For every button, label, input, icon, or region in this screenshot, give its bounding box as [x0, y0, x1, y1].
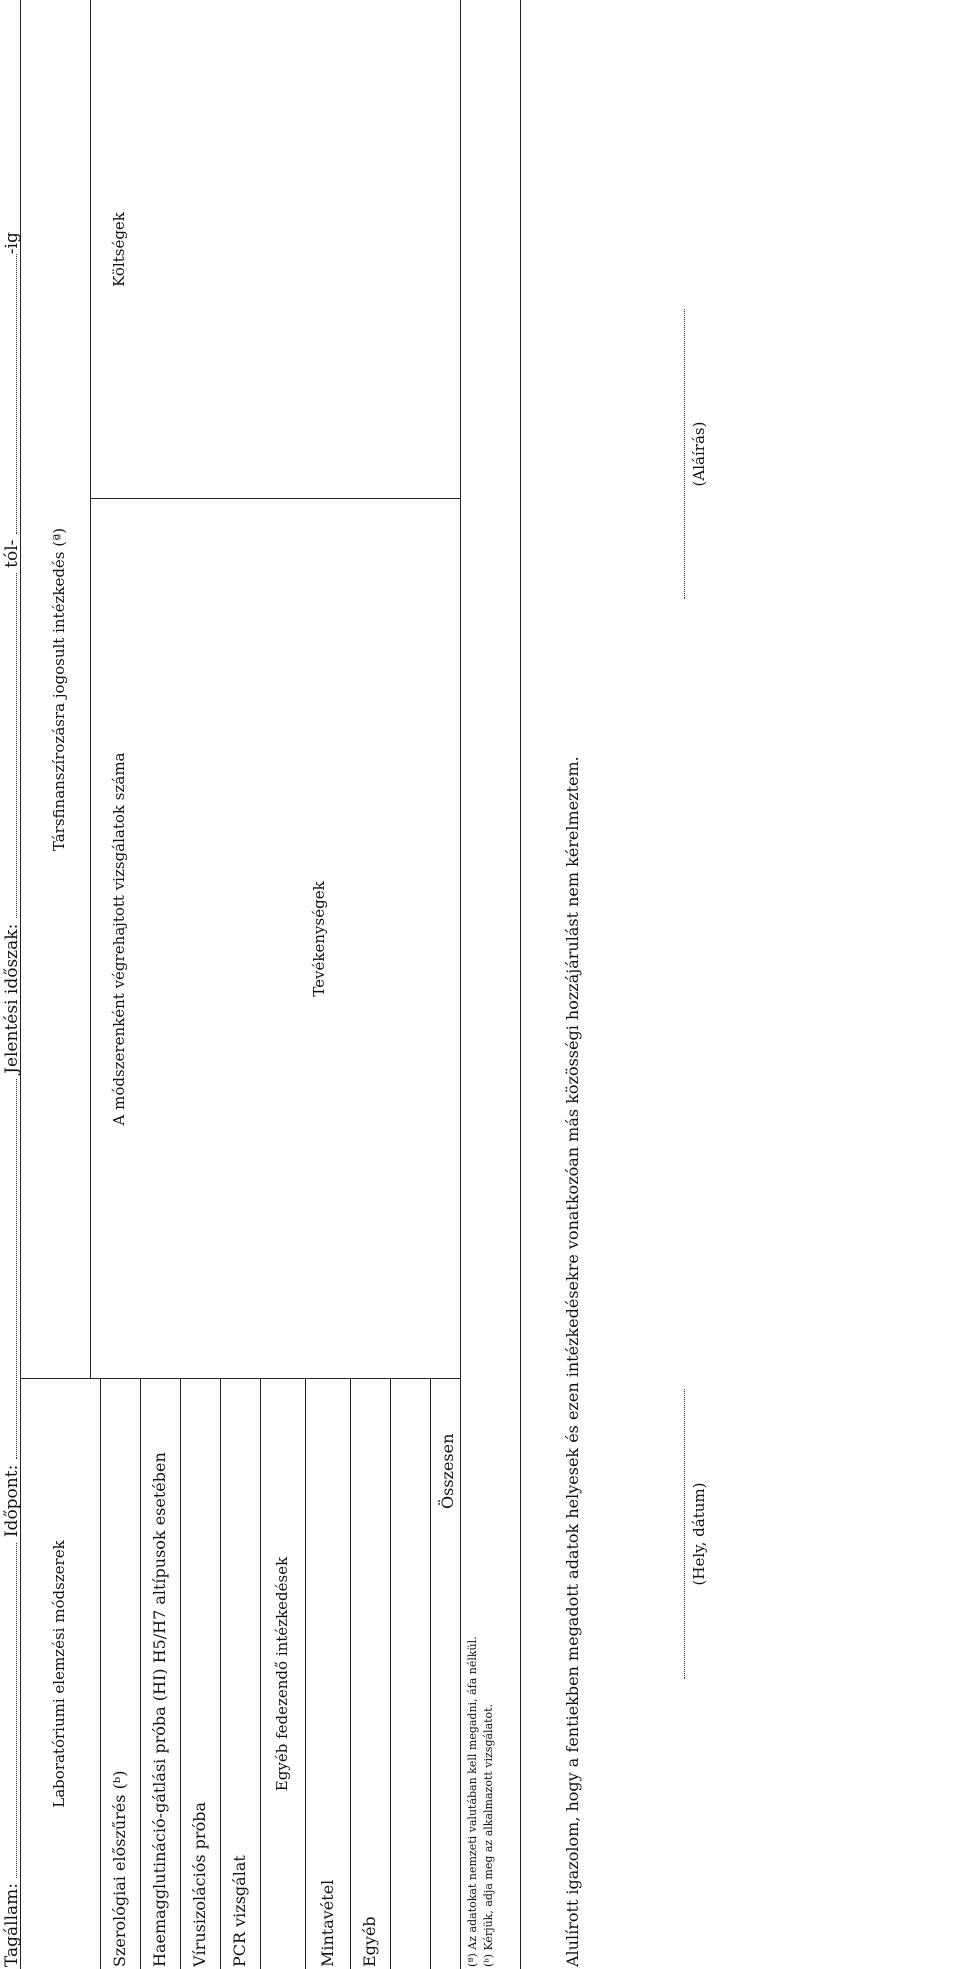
period-from-field[interactable]: [4, 573, 17, 918]
eligible-measure-header: Társfinanszírozásra jogosult intézkedés (ª): [50, 527, 68, 852]
row-rule: [140, 1379, 141, 1969]
row-rule: [260, 1379, 261, 1969]
row-rule: [390, 1379, 391, 1969]
count-column-header: A módszerenként végrehajtott vizsgálatok száma: [110, 752, 128, 1126]
method-row-hi-test: Haemagglutináció-gátlási próba (HI) H5/H7 altípusok esetében: [150, 1452, 169, 1967]
table-bottom-rule: [460, 0, 461, 1969]
method-row-virus-isolation: Vírusizolációs próba: [190, 1802, 209, 1967]
super-header-rule: [90, 0, 91, 1379]
row-other: Egyéb: [360, 1916, 379, 1967]
footnote-b: (ᵇ) Kérjük, adja meg az alkalmazott vizsgálatot.: [482, 1703, 495, 1967]
row-rule: [430, 1379, 431, 1969]
signature-line[interactable]: [684, 309, 685, 599]
reporting-period-label: Jelentési időszak:: [2, 923, 22, 1074]
total-label: Összesen: [438, 1433, 457, 1509]
table-top-rule: [20, 0, 21, 1969]
count-col-rule: [90, 498, 460, 499]
footnote-a: (ª) Az adatokat nemzeti valutában kell megadni, áfa nélkül.: [466, 1636, 479, 1967]
row-rule: [350, 1379, 351, 1969]
signature-label: (Aláírás): [690, 421, 708, 487]
place-date-label: (Hely, dátum): [690, 1482, 708, 1586]
row-sampling: Mintavétel: [318, 1879, 337, 1967]
footnote-rule: [520, 0, 521, 1969]
row-rule: [305, 1379, 306, 1969]
method-row-serology: Szerológiai előszűrés (ᵇ): [110, 1770, 129, 1967]
member-state-field[interactable]: [4, 1543, 17, 1878]
activities-header: Tevékenységek: [310, 881, 328, 997]
date-field[interactable]: [4, 1079, 17, 1459]
place-date-line[interactable]: [684, 1389, 685, 1679]
cost-column-header: Költségek: [110, 212, 128, 287]
from-label: tól-: [2, 539, 22, 568]
row-rule: [220, 1379, 221, 1969]
method-col-rule: [20, 1378, 460, 1379]
method-column-header: Laboratóriumi elemzési módszerek: [50, 1540, 68, 1808]
row-rule: [100, 1379, 101, 1969]
period-to-field[interactable]: [4, 254, 17, 534]
declaration-text: Alulírott igazolom, hogy a fentiekben megadott adatok helyesek és ezen intézkedésekre vonatkozóan más közösségi hozzájárulást nem kérelmeztem.: [563, 756, 582, 1967]
row-rule: [180, 1379, 181, 1969]
date-label: Időpont:: [2, 1464, 22, 1538]
member-state-label: Tagállam:: [2, 1882, 22, 1967]
header-line: [2, 232, 22, 1967]
other-measures-label: Egyéb fedezendő intézkedések: [273, 1556, 291, 1792]
method-row-pcr: PCR vizsgálat: [230, 1855, 249, 1967]
to-label: -ig: [2, 232, 22, 255]
